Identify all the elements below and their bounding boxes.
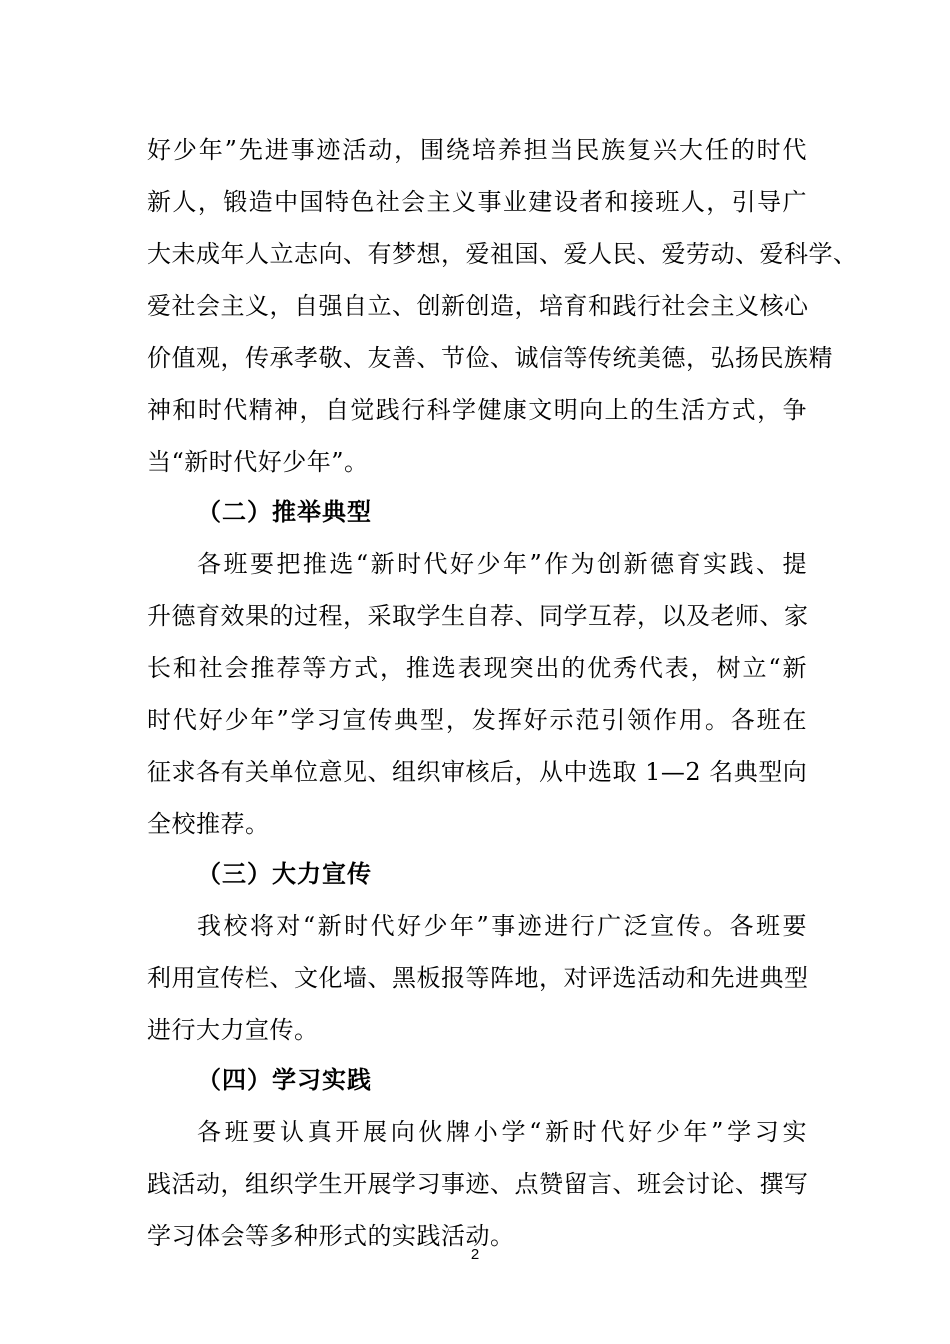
body-line: 征求各有关单位意见、组织审核后，从中选取 1—2 名典型向	[147, 758, 808, 786]
page-number: 2	[470, 1246, 480, 1263]
body-line: 践活动，组织学生开展学习事迹、点赞留言、班会讨论、撰写	[147, 1170, 809, 1198]
paragraph-first-line: 各班要把推选“新时代好少年”作为创新德育实践、提	[197, 550, 807, 578]
body-line: 当“新时代好少年”。	[147, 448, 369, 476]
body-line: 进行大力宣传。	[147, 1016, 319, 1044]
body-line: 长和社会推荐等方式，推选表现突出的优秀代表，树立“新	[147, 654, 807, 682]
body-line: 大未成年人立志向、有梦想，爱祖国、爱人民、爱劳动、爱科学、	[147, 240, 858, 268]
section-heading: （三）大力宣传	[197, 859, 372, 888]
body-line: 利用宣传栏、文化墙、黑板报等阵地，对评选活动和先进典型	[147, 964, 809, 992]
body-line: 新人，锻造中国特色社会主义事业建设者和接班人，引导广	[147, 188, 807, 216]
body-line: 升德育效果的过程，采取学生自荐、同学互荐，以及老师、家	[147, 602, 809, 630]
body-line: 爱社会主义，自强自立、创新创造，培育和践行社会主义核心	[147, 292, 809, 320]
section-heading: （二）推举典型	[197, 497, 372, 526]
paragraph-first-line: 我校将对“新时代好少年”事迹进行广泛宣传。各班要	[197, 912, 807, 940]
body-line: 好少年”先进事迹活动，围绕培养担当民族复兴大任的时代	[147, 136, 807, 164]
body-line: 全校推荐。	[147, 810, 270, 838]
body-line: 价值观，传承孝敬、友善、节俭、诚信等传统美德，弘扬民族精	[147, 344, 833, 372]
body-line: 神和时代精神，自觉践行科学健康文明向上的生活方式，争	[147, 396, 807, 424]
body-line: 时代好少年”学习宣传典型，发挥好示范引领作用。各班在	[147, 706, 807, 734]
paragraph-first-line: 各班要认真开展向伙牌小学“新时代好少年”学习实	[197, 1118, 807, 1146]
body-line: 学习体会等多种形式的实践活动。	[147, 1222, 515, 1250]
section-heading: （四）学习实践	[197, 1065, 372, 1094]
